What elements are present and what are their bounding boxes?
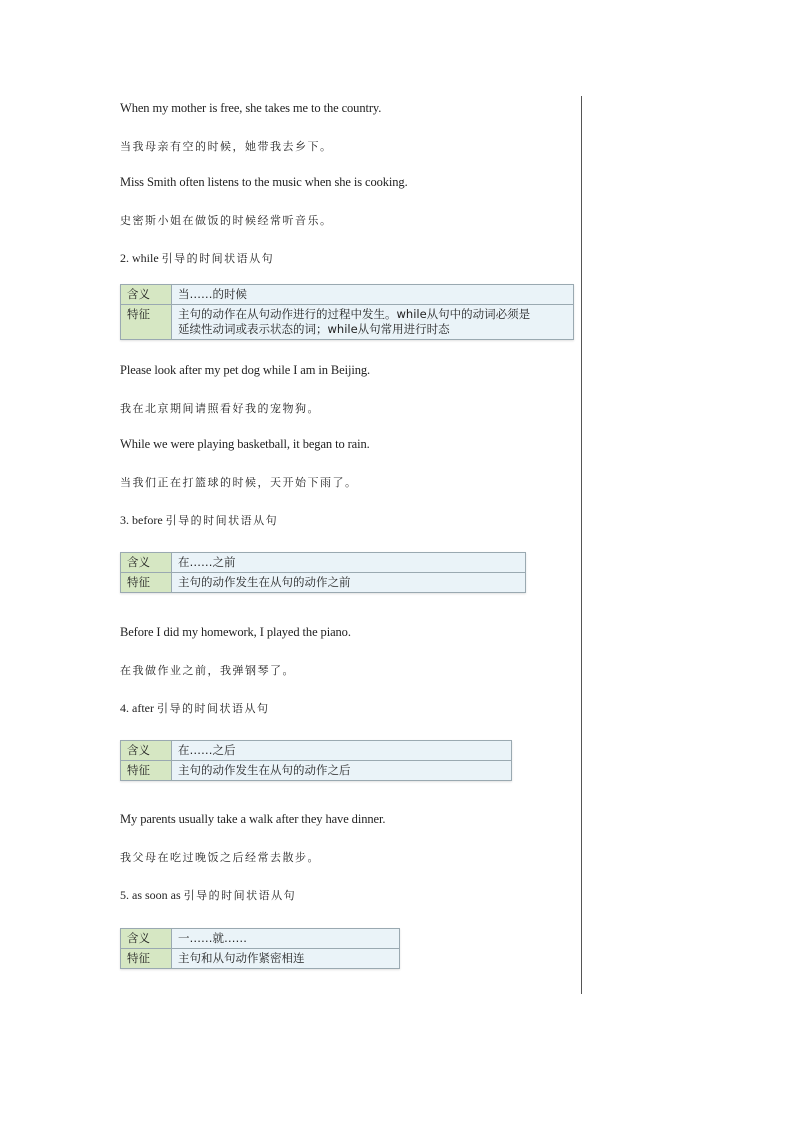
example-en: When my mother is free, she takes me to the country.: [120, 101, 382, 115]
feature-line: 主句的动作在从句动作进行的过程中发生。while从句中的动词必须是: [178, 307, 531, 321]
heading-number: 4. after: [120, 701, 154, 715]
feature-value: 主句的动作发生在从句的动作之后: [172, 761, 512, 781]
feature-value: [172, 305, 574, 340]
feature-label: 特征: [121, 761, 172, 781]
example-zh: 史密斯小姐在做饭的时候经常听音乐。: [120, 214, 333, 227]
meaning-label: 含义: [121, 741, 172, 761]
definition-table: [120, 928, 400, 969]
heading-text: 引导的时间状语从句: [183, 889, 297, 902]
heading-text: 引导的时间状语从句: [161, 252, 275, 265]
example-zh: 当我们正在打篮球的时候，天开始下雨了。: [120, 476, 358, 489]
heading-number: 5. as soon as: [120, 888, 181, 902]
meaning-label: 含义: [121, 285, 172, 305]
heading-number: 3. before: [120, 513, 163, 527]
example-zh: 我在北京期间请照看好我的宠物狗。: [120, 402, 320, 415]
definition-table: [120, 284, 574, 340]
example-en: My parents usually take a walk after they have dinner.: [120, 812, 386, 826]
feature-label: 特征: [121, 305, 172, 340]
meaning-label: 含义: [121, 929, 172, 949]
heading-number: 2. while: [120, 251, 159, 265]
example-en: Please look after my pet dog while I am in Beijing.: [120, 363, 371, 377]
section-heading: [120, 700, 269, 716]
example-en: While we were playing basketball, it began to rain.: [120, 437, 370, 451]
meaning-value: 在……之后: [172, 741, 512, 761]
definition-table: [120, 552, 526, 593]
feature-label: 特征: [121, 949, 172, 969]
section-heading: [120, 512, 278, 528]
meaning-value: 一……就……: [172, 929, 400, 949]
margin-rule: [581, 96, 582, 994]
meaning-value: 当……的时候: [172, 285, 574, 305]
section-heading: [120, 887, 296, 903]
meaning-label: 含义: [121, 553, 172, 573]
feature-value: 主句的动作发生在从句的动作之前: [172, 573, 526, 593]
example-en: Before I did my homework, I played the piano.: [120, 625, 351, 639]
feature-line: 延续性动词或表示状态的词；while从句常用进行时态: [178, 322, 450, 336]
heading-text: 引导的时间状语从句: [156, 702, 270, 715]
definition-table: [120, 740, 512, 781]
section-heading: [120, 250, 274, 266]
feature-label: 特征: [121, 573, 172, 593]
example-zh: 在我做作业之前，我弹钢琴了。: [120, 664, 295, 677]
meaning-value: 在……之前: [172, 553, 526, 573]
example-en: Miss Smith often listens to the music when she is cooking.: [120, 175, 408, 189]
feature-value: 主句和从句动作紧密相连: [172, 949, 400, 969]
example-zh: 当我母亲有空的时候，她带我去乡下。: [120, 140, 333, 153]
example-zh: 我父母在吃过晚饭之后经常去散步。: [120, 851, 320, 864]
heading-text: 引导的时间状语从句: [165, 514, 279, 527]
